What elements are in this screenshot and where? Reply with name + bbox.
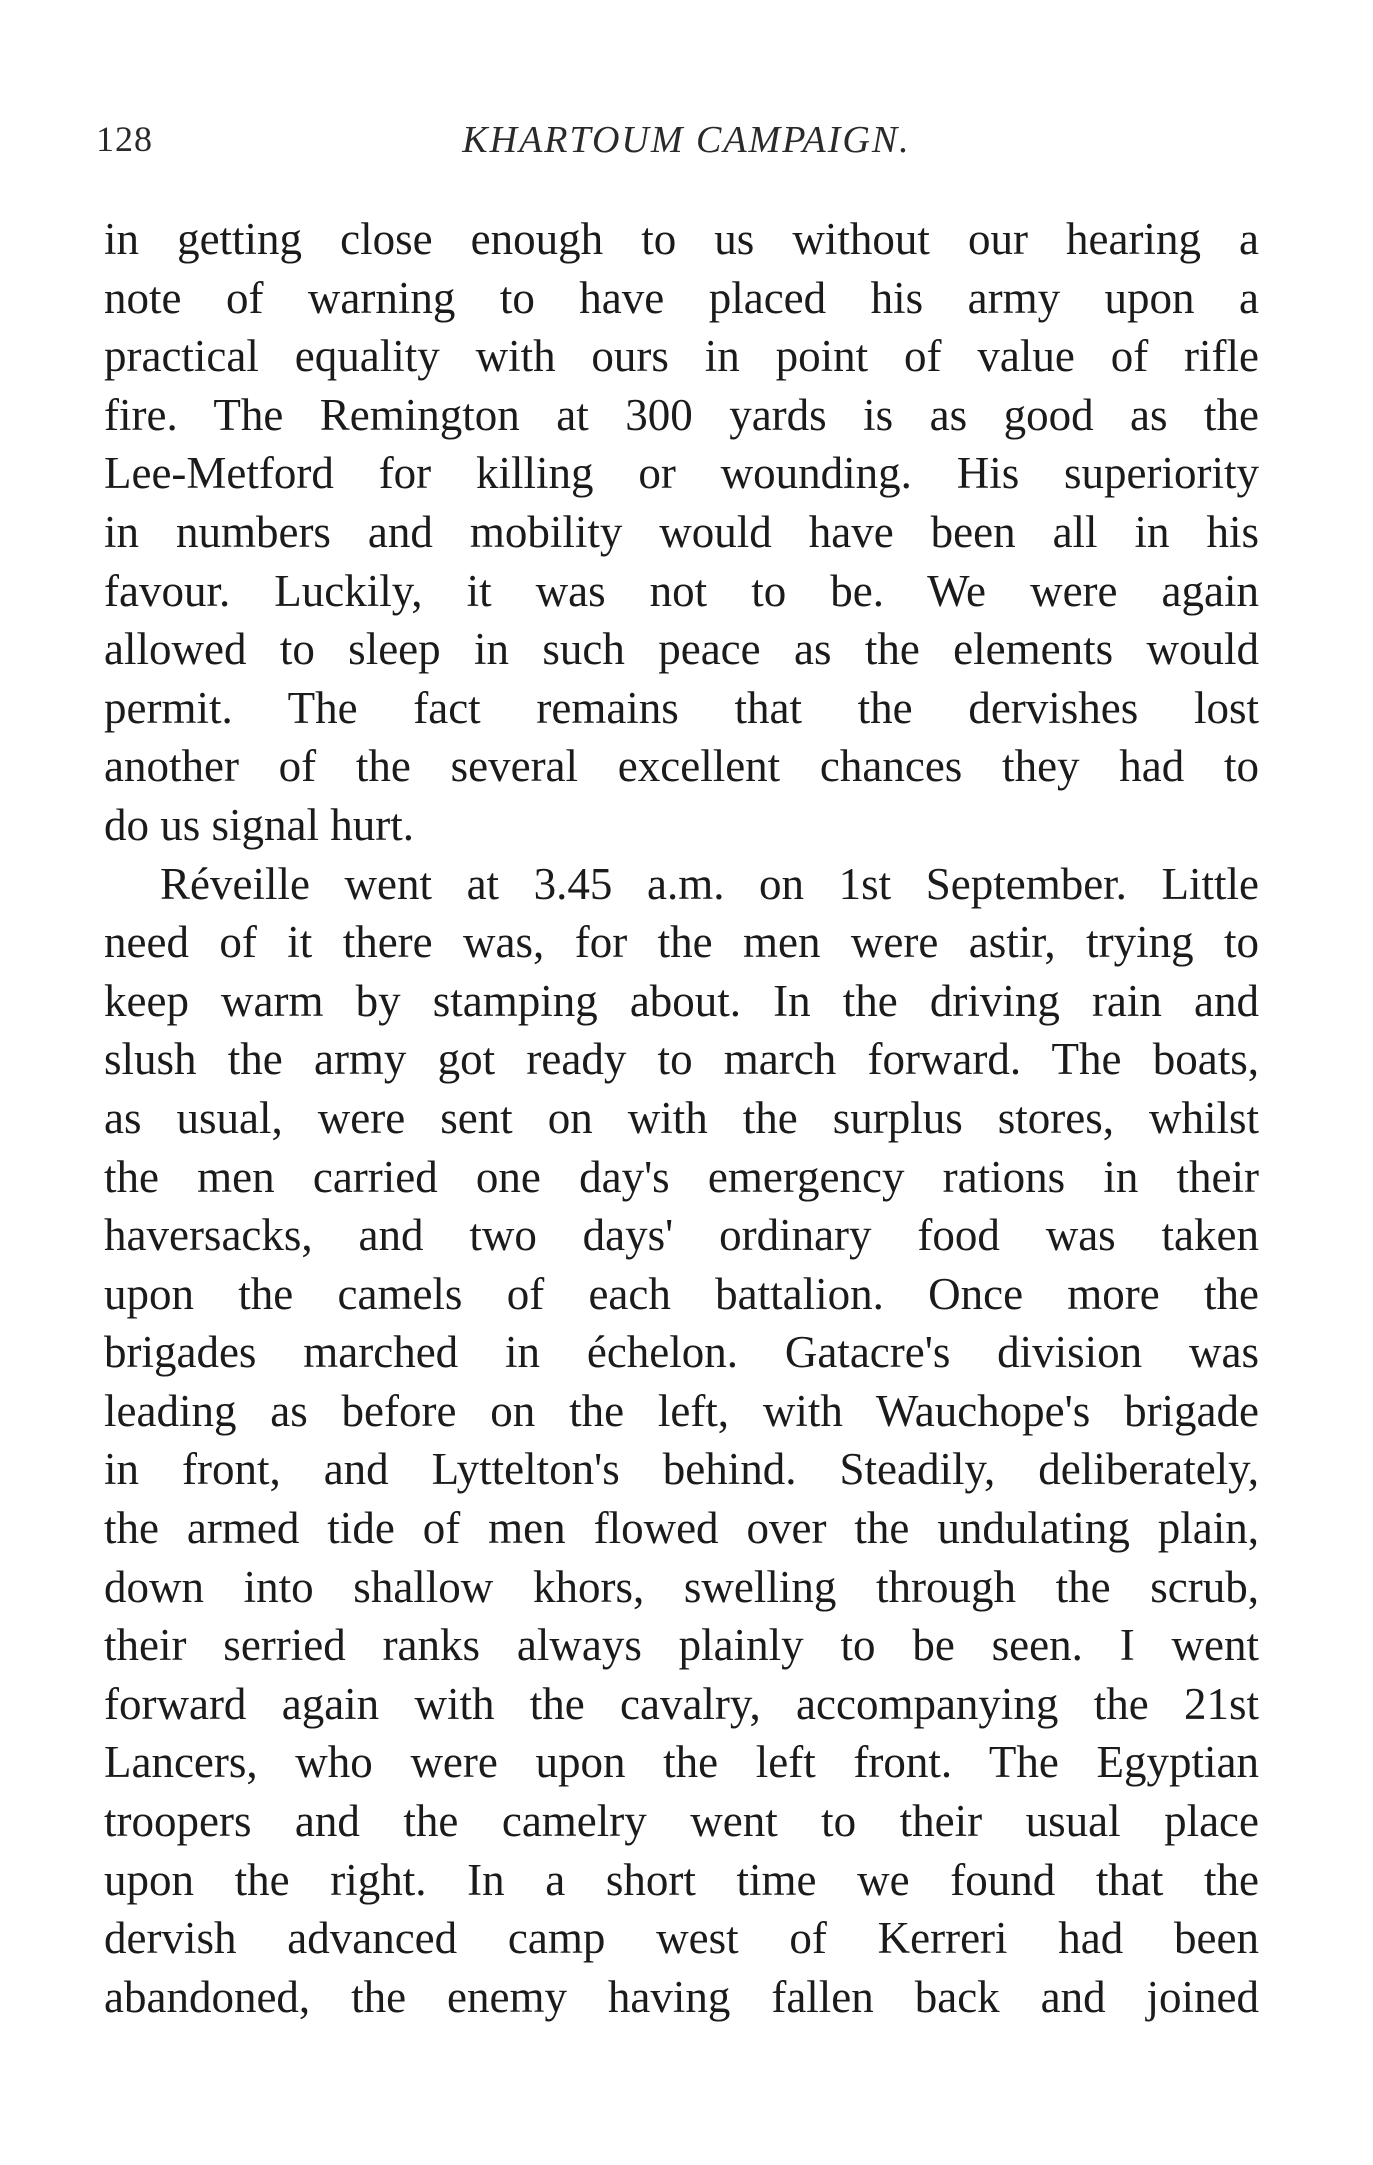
text-line: brigades marched in échelon. Gatacre's division was <box>104 1327 1259 1378</box>
text-line: forward again with the cavalry, accompanying the 21st <box>104 1678 1259 1729</box>
text-line: allowed to sleep in such peace as the elements would <box>104 624 1259 675</box>
text-line: do us signal hurt. <box>104 799 414 850</box>
text-line: the armed tide of men flowed over the undulating plain, <box>104 1503 1259 1554</box>
page-number: 128 <box>96 119 153 159</box>
text-line: down into shallow khors, swelling through the scrub, <box>104 1561 1259 1612</box>
text-line: favour. Luckily, it was not to be. We were again <box>104 565 1259 616</box>
text-line: the men carried one day's emergency rations in their <box>104 1151 1259 1202</box>
text-line: dervish advanced camp west of Kerreri had been <box>104 1913 1259 1964</box>
text-line: slush the army got ready to march forward. The boats, <box>104 1034 1259 1085</box>
text-line: in front, and Lyttelton's behind. Steadily, deliberately, <box>104 1444 1259 1495</box>
text-line: upon the right. In a short time we found that the <box>104 1854 1259 1905</box>
running-head-title: KHARTOUM CAMPAIGN. <box>462 119 911 161</box>
text-line: permit. The fact remains that the dervishes lost <box>104 682 1259 733</box>
text-line: need of it there was, for the men were astir, trying to <box>104 917 1259 968</box>
text-line: as usual, were sent on with the surplus stores, whilst <box>104 1092 1259 1143</box>
text-line: leading as before on the left, with Wauchope's brigade <box>104 1385 1259 1436</box>
text-line: fire. The Remington at 300 yards is as good as the <box>104 389 1259 440</box>
paragraph-start-line: Réveille went at 3.45 a.m. on 1st September. Little <box>160 858 1259 909</box>
text-line: in getting close enough to us without our hearing a <box>104 214 1259 264</box>
text-line: their serried ranks always plainly to be seen. I went <box>104 1620 1259 1671</box>
text-line: upon the camels of each battalion. Once more the <box>104 1268 1259 1319</box>
text-line: keep warm by stamping about. In the driving rain and <box>104 975 1259 1026</box>
text-line: Lancers, who were upon the left front. The Egyptian <box>104 1737 1259 1788</box>
text-line: in numbers and mobility would have been all in his <box>104 506 1259 557</box>
text-line: practical equality with ours in point of value of rifle <box>104 331 1259 382</box>
body-text <box>104 210 1259 2026</box>
text-line: troopers and the camelry went to their usual place <box>104 1796 1259 1847</box>
text-line: abandoned, the enemy having fallen back and joined <box>104 1971 1259 2022</box>
text-line: another of the several excellent chances they had to <box>104 741 1259 792</box>
text-line: Lee-Metford for killing or wounding. His superiority <box>104 448 1259 499</box>
text-line: haversacks, and two days' ordinary food was taken <box>104 1210 1259 1261</box>
text-line: note of warning to have placed his army upon a <box>104 272 1259 323</box>
